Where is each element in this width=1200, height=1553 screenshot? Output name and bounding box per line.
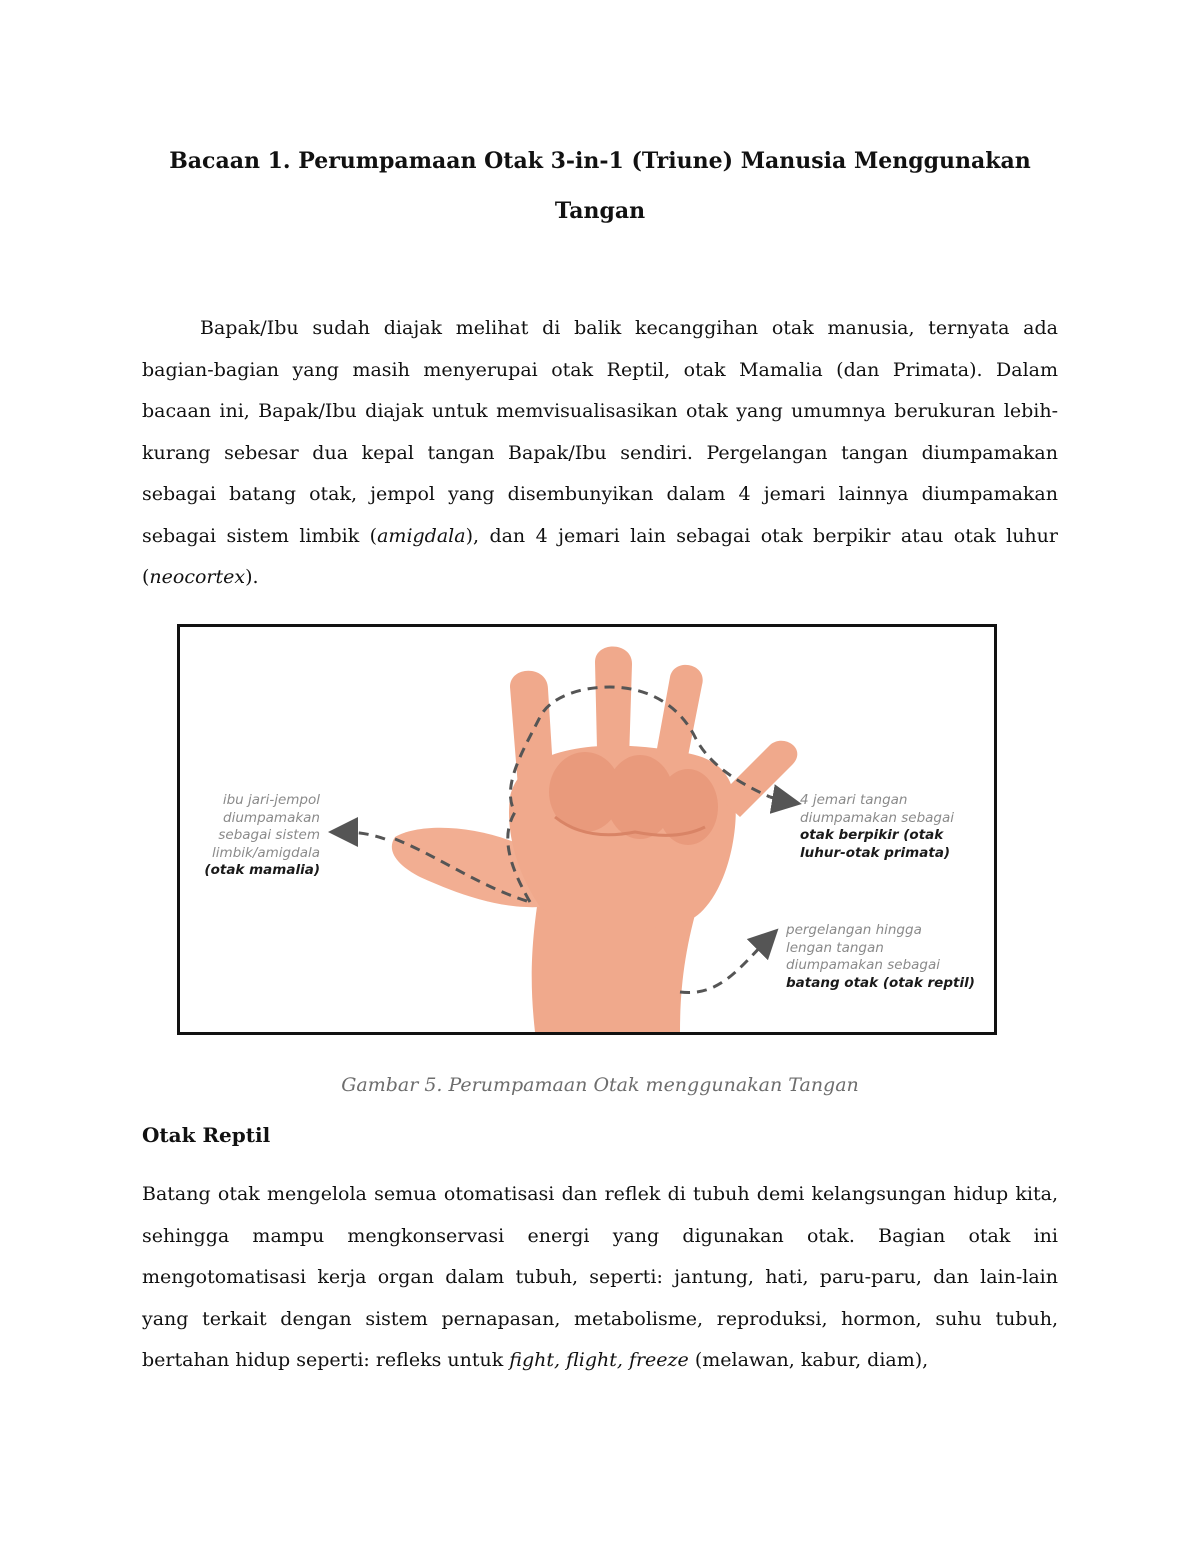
label-wrist-bold: batang otak (otak reptil) <box>786 974 975 991</box>
section-text-2: (melawan, kabur, diam), <box>688 1349 929 1371</box>
arrow-right-top <box>770 797 790 802</box>
hand-brain-figure <box>177 624 997 1035</box>
label-wrist-line-1: pergelangan hingga <box>786 922 922 938</box>
label-thumb-line-2: diumpamakan <box>223 809 320 826</box>
arrow-left <box>340 832 385 839</box>
finger-pinky <box>718 741 797 817</box>
intro-text-2: ), dan 4 jemari lain sebagai otak berpikir atau otak luhur ( <box>142 524 1058 588</box>
figure-caption: Gambar 5. Perumpamaan Otak menggunakan Tangan <box>341 1074 859 1096</box>
label-wrist <box>786 922 986 992</box>
label-thumb-line-3: sebagai sistem <box>218 827 320 843</box>
label-fingers-line-2: diumpamakan sebagai <box>800 809 955 826</box>
page-title: Bacaan 1. Perumpamaan Otak 3-in-1 (Triune) Manusia Menggunakan Tangan <box>169 148 1031 224</box>
label-fingers <box>800 792 990 862</box>
label-wrist-line-2: lengan tangan <box>786 939 884 956</box>
term-fight-flight-freeze: fight, flight, freeze <box>509 1349 689 1371</box>
arrow-right-bottom <box>680 937 770 993</box>
label-thumb-bold: (otak mamalia) <box>204 862 320 878</box>
label-fingers-bold-2: luhur-otak primata) <box>800 844 951 861</box>
intro-text-1: Bapak/Ibu sudah diajak melihat di balik kecanggihan otak manusia, ternyata ada bagian-bagian yang masih menyerupai otak Reptil, otak Mamalia (dan Primata). Dalam bacaan ini, Bapak/Ibu diajak untuk memvisualisasikan otak yang umumnya berukuran lebih-kurang sebesar dua kepal tangan Bapak/Ibu sendiri. Pergelangan tangan diumpamakan sebagai batang otak, jempol yang disembunyikan dalam 4 jemari lainnya diumpamakan sebagai sistem limbik ( <box>142 317 1058 547</box>
label-thumb-line-4: limbik/amigdala <box>212 844 320 861</box>
term-neocortex: neocortex <box>149 566 246 588</box>
label-thumb <box>190 792 320 880</box>
label-fingers-line-1: 4 jemari tangan <box>800 792 908 808</box>
label-wrist-line-3: diumpamakan sebagai <box>786 957 941 973</box>
section-text-1: Batang otak mengelola semua otomatisasi dan reflek di tubuh demi kelangsungan hidup kita, sehingga mampu mengkonservasi energi yang digunakan otak. Bagian otak ini mengotomatisasi kerja organ dalam tubuh, seperti: jantung, hati, paru-paru, dan lain-lain yang terkait dengan sistem pernapasan, metabolisme, reproduksi, hormon, suhu tubuh, bertahan hidup seperti: refleks untuk <box>142 1183 1058 1371</box>
intro-text-3: ). <box>245 566 259 588</box>
section-heading: Otak Reptil <box>142 1123 271 1147</box>
section-paragraph <box>142 1174 1058 1382</box>
term-amigdala: amigdala <box>377 524 466 547</box>
intro-paragraph <box>142 308 1058 599</box>
label-thumb-line-1: ibu jari-jempol <box>222 792 320 808</box>
label-fingers-bold-1: otak berpikir (otak <box>800 827 944 843</box>
